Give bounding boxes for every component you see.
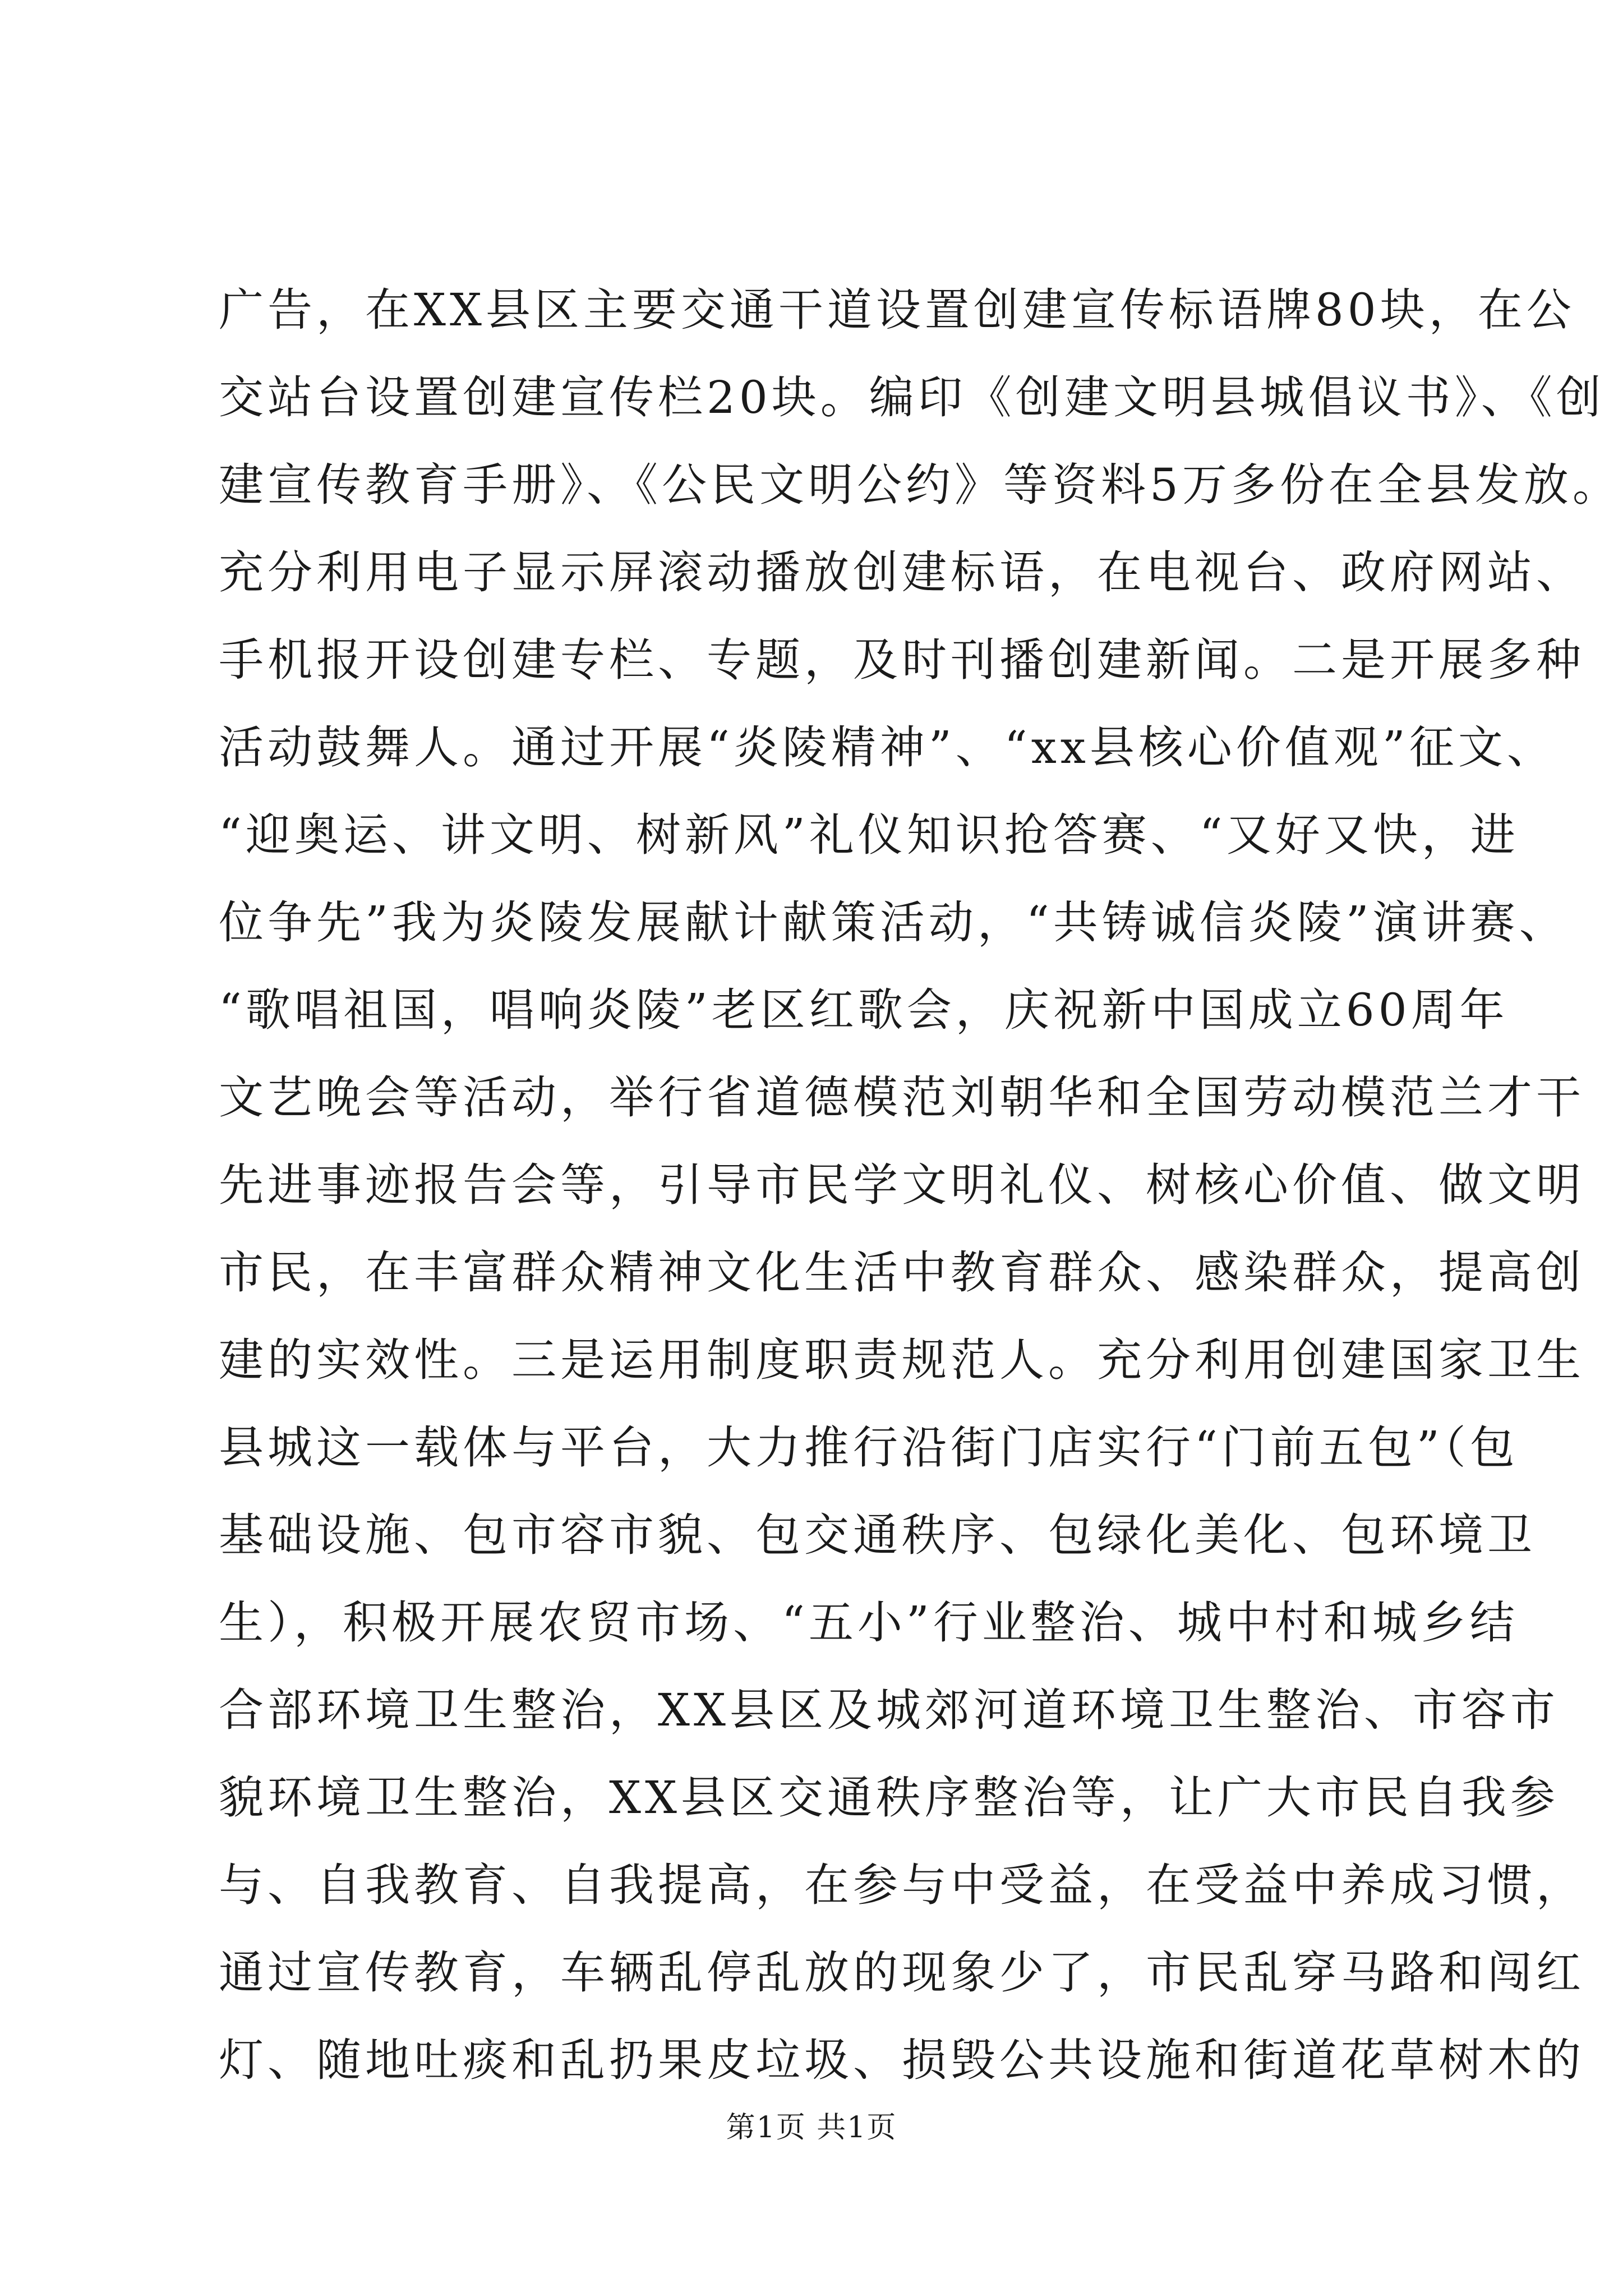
- text-line: 与、自我教育、自我提高，在参与中受益，在受益中养成习惯，: [219, 1859, 1585, 1911]
- text-line: 活动鼓舞人。通过开展“炎陵精神”、“xx县核心价值观”征文、: [219, 721, 1556, 774]
- body-text: [219, 266, 1621, 2104]
- text-line: 文艺晚会等活动，举行省道德模范刘朝华和全国劳动模范兰才干: [219, 1071, 1585, 1124]
- page-footer: 第1页 共1页: [726, 2111, 897, 2145]
- text-line: 通过宣传教育，车辆乱停乱放的现象少了，市民乱穿马路和闯红: [219, 1947, 1585, 1999]
- text-line: 县城这一载体与平台，大力推行沿街门店实行“门前五包”（包: [219, 1421, 1519, 1474]
- text-line: 基础设施、包市容市貌、包交通秩序、包绿化美化、包环境卫: [219, 1509, 1536, 1561]
- text-line: “歌唱祖国，唱响炎陵”老区红歌会，庆祝新中国成立60周年: [219, 984, 1509, 1036]
- text-line: 市民，在丰富群众精神文化生活中教育群众、感染群众，提高创: [219, 1246, 1585, 1299]
- text-line: 广告，在XX县区主要交通干道设置创建宣传标语牌80块，在公: [219, 284, 1575, 336]
- text-line: 建的实效性。三是运用制度职责规范人。充分利用创建国家卫生: [219, 1334, 1585, 1386]
- text-line: 合部环境卫生整治，XX县区及城郊河道环境卫生整治、市容市: [219, 1684, 1559, 1736]
- text-line: “迎奥运、讲文明、树新风”礼仪知识抢答赛、“又好又快，进: [219, 809, 1519, 861]
- text-line: 位争先”我为炎陵发展献计献策活动，“共铸诚信炎陵”演讲赛、: [219, 896, 1568, 949]
- text-line: 交站台设置创建宣传栏20块。编印《创建文明县城倡议书》、《创: [219, 371, 1605, 424]
- text-line: 先进事迹报告会等，引导市民学文明礼仪、树核心价值、做文明: [219, 1159, 1585, 1211]
- text-line: 手机报开设创建专栏、专题，及时刊播创建新闻。二是开展多种: [219, 634, 1585, 686]
- text-line: 貌环境卫生整治，XX县区交通秩序整治等，让广大市民自我参: [219, 1772, 1559, 1824]
- text-line: 灯、随地吐痰和乱扔果皮垃圾、损毁公共设施和街道花草树木的: [219, 2034, 1585, 2086]
- text-line: 充分利用电子显示屏滚动播放创建标语，在电视台、政府网站、: [219, 546, 1585, 599]
- text-line: 生），积极开展农贸市场、“五小”行业整治、城中村和城乡结: [219, 1596, 1519, 1649]
- text-line: 建宣传教育手册》、《公民文明公约》等资料5万多份在全县发放。: [219, 459, 1621, 511]
